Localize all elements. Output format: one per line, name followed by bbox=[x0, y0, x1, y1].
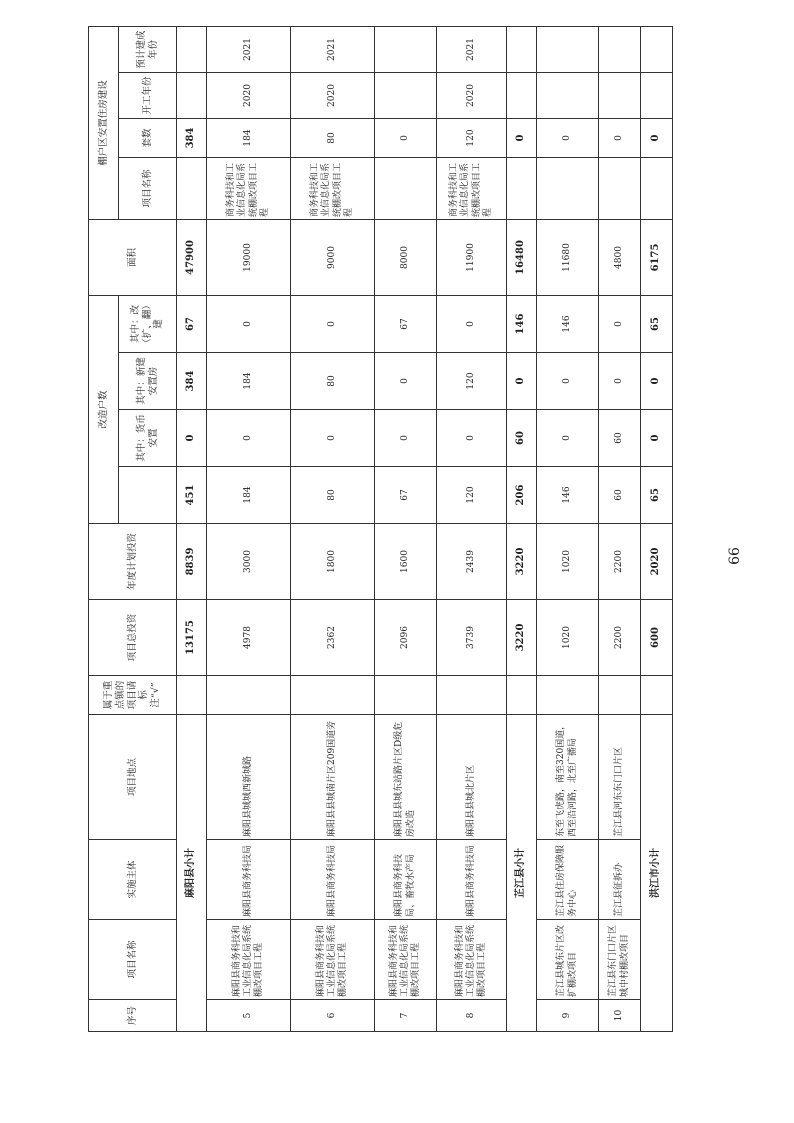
cell-units: 0 bbox=[641, 118, 673, 157]
cell-area: 4800 bbox=[599, 219, 641, 295]
cell-start bbox=[507, 72, 537, 118]
cell-units: 0 bbox=[599, 118, 641, 157]
cell-res-name bbox=[641, 157, 673, 219]
cell-project-name: 麻阳县商务科技和工业信息化局系统棚改项目工程 bbox=[207, 920, 291, 1000]
cell-annual: 3220 bbox=[507, 524, 537, 600]
cell-total: 2096 bbox=[375, 600, 437, 676]
header-res-start: 开工年份 bbox=[119, 72, 177, 118]
table-row bbox=[375, 26, 437, 1031]
header-res-finish: 预计建成年份 bbox=[119, 26, 177, 72]
cell-seq: 5 bbox=[207, 1000, 291, 1032]
cell-res-name bbox=[507, 157, 537, 219]
cell-key bbox=[291, 676, 375, 715]
cell-res-name: 商务科技和工业信息化局系统棚改项目工程 bbox=[291, 157, 375, 219]
cell-start: 2020 bbox=[291, 72, 375, 118]
cell-households: 451 bbox=[177, 467, 207, 524]
cell-annual: 1020 bbox=[537, 524, 599, 600]
cell-start bbox=[177, 72, 207, 118]
header-area: 面积 bbox=[89, 219, 177, 295]
cell-units: 0 bbox=[537, 118, 599, 157]
table-row bbox=[537, 26, 599, 1031]
cell-total: 2200 bbox=[599, 600, 641, 676]
header-annual-investment: 年度计划投资 bbox=[89, 524, 177, 600]
cell-new: 0 bbox=[375, 353, 437, 410]
table-row bbox=[291, 26, 375, 1031]
header-seq: 序号 bbox=[89, 1000, 177, 1032]
cell-new: 0 bbox=[599, 353, 641, 410]
cell-cash: 0 bbox=[437, 410, 507, 467]
cell-rebuild: 67 bbox=[375, 295, 437, 352]
table-row bbox=[437, 26, 507, 1031]
cell-seq: 6 bbox=[291, 1000, 375, 1032]
cell-new: 384 bbox=[177, 353, 207, 410]
cell-households: 120 bbox=[437, 467, 507, 524]
table-row bbox=[207, 26, 291, 1031]
cell-total: 4978 bbox=[207, 600, 291, 676]
cell-implementer: 麻阳县商务科技局 bbox=[437, 840, 507, 920]
cell-units: 0 bbox=[507, 118, 537, 157]
cell-key bbox=[507, 676, 537, 715]
cell-res-name bbox=[375, 157, 437, 219]
cell-finish: 2021 bbox=[291, 26, 375, 72]
cell-area: 19000 bbox=[207, 219, 291, 295]
cell-rebuild: 146 bbox=[537, 295, 599, 352]
header-location: 项目地点 bbox=[89, 715, 177, 840]
cell-location: 麻阳县县城南片区209国道旁 bbox=[291, 715, 375, 840]
cell-location: 麻阳县县城东站路片区D级危房改造 bbox=[375, 715, 437, 840]
cell-area: 11680 bbox=[537, 219, 599, 295]
cell-rebuild: 0 bbox=[291, 295, 375, 352]
cell-units: 0 bbox=[375, 118, 437, 157]
cell-key bbox=[641, 676, 673, 715]
header-total-investment: 项目总投资 bbox=[89, 600, 177, 676]
cell-area: 16480 bbox=[507, 219, 537, 295]
cell-start bbox=[537, 72, 599, 118]
cell-key bbox=[375, 676, 437, 715]
cell-finish bbox=[641, 26, 673, 72]
cell-new: 0 bbox=[507, 353, 537, 410]
cell-seq: 8 bbox=[437, 1000, 507, 1032]
cell-rebuild: 65 bbox=[641, 295, 673, 352]
cell-location: 芷江县河东东门口片区 bbox=[599, 715, 641, 840]
header-res-name: 项目名称 bbox=[119, 157, 177, 219]
cell-annual: 2200 bbox=[599, 524, 641, 600]
header-key-town: 属于重点镇的项目请标注“√” bbox=[89, 676, 177, 715]
cell-finish bbox=[507, 26, 537, 72]
cell-project-name: 麻阳县商务科技和工业信息化局系统棚改项目工程 bbox=[437, 920, 507, 1000]
cell-area: 8000 bbox=[375, 219, 437, 295]
cell-area: 47900 bbox=[177, 219, 207, 295]
cell-cash: 0 bbox=[177, 410, 207, 467]
cell-annual: 2439 bbox=[437, 524, 507, 600]
cell-finish bbox=[177, 26, 207, 72]
cell-finish bbox=[537, 26, 599, 72]
page-number: 66 bbox=[726, 547, 743, 565]
cell-project-name: 芷江县城东片区改扩棚改项目 bbox=[537, 920, 599, 1000]
cell-finish bbox=[375, 26, 437, 72]
cell-units: 120 bbox=[437, 118, 507, 157]
header-project-name: 项目名称 bbox=[89, 920, 177, 1000]
cell-project-name: 麻阳县商务科技和工业信息化局系统棚改项目工程 bbox=[375, 920, 437, 1000]
header-sub-rebuild: 其中：改（扩、翻）建 bbox=[119, 295, 177, 352]
cell-units: 184 bbox=[207, 118, 291, 157]
cell-implementer: 芷江县征拆办 bbox=[599, 840, 641, 920]
cell-key bbox=[599, 676, 641, 715]
cell-res-name: 商务科技和工业信息化局系统棚改项目工程 bbox=[207, 157, 291, 219]
cell-cash: 0 bbox=[641, 410, 673, 467]
cell-key bbox=[207, 676, 291, 715]
subtotal-label: 芷江县小计 bbox=[507, 715, 537, 1032]
cell-location: 东至飞虎路，南至320国道，西至沿河路，北至广播局 bbox=[537, 715, 599, 840]
cell-finish: 2021 bbox=[207, 26, 291, 72]
cell-start bbox=[599, 72, 641, 118]
cell-annual: 1600 bbox=[375, 524, 437, 600]
cell-res-name bbox=[599, 157, 641, 219]
cell-total: 3220 bbox=[507, 600, 537, 676]
cell-start: 2020 bbox=[207, 72, 291, 118]
cell-total: 600 bbox=[641, 600, 673, 676]
cell-new: 80 bbox=[291, 353, 375, 410]
subtotal-label: 麻阳县小计 bbox=[177, 715, 207, 1032]
cell-total: 2362 bbox=[291, 600, 375, 676]
cell-area: 6175 bbox=[641, 219, 673, 295]
shantytown-renovation-table bbox=[88, 26, 673, 1032]
cell-households: 206 bbox=[507, 467, 537, 524]
cell-cash: 0 bbox=[537, 410, 599, 467]
table-row bbox=[599, 26, 641, 1031]
cell-seq: 9 bbox=[537, 1000, 599, 1032]
cell-implementer: 芷江县住房保障服务中心 bbox=[537, 840, 599, 920]
header-sub-new: 其中：新建安置房 bbox=[119, 353, 177, 410]
cell-rebuild: 0 bbox=[437, 295, 507, 352]
cell-key bbox=[177, 676, 207, 715]
table-row-subtotal bbox=[507, 26, 537, 1031]
cell-households: 184 bbox=[207, 467, 291, 524]
cell-households: 80 bbox=[291, 467, 375, 524]
cell-total: 13175 bbox=[177, 600, 207, 676]
cell-cash: 0 bbox=[207, 410, 291, 467]
cell-households: 60 bbox=[599, 467, 641, 524]
header-implementer: 实施主体 bbox=[89, 840, 177, 920]
cell-finish: 2021 bbox=[437, 26, 507, 72]
cell-seq: 10 bbox=[599, 1000, 641, 1032]
cell-annual: 3000 bbox=[207, 524, 291, 600]
cell-key bbox=[537, 676, 599, 715]
cell-annual: 2020 bbox=[641, 524, 673, 600]
cell-res-name: 商务科技和工业信息化局系统棚改项目工程 bbox=[437, 157, 507, 219]
cell-new: 120 bbox=[437, 353, 507, 410]
cell-area: 11900 bbox=[437, 219, 507, 295]
header-households-total bbox=[119, 467, 177, 524]
header-resettlement: 棚户区安置住房建设 bbox=[89, 26, 119, 219]
cell-units: 384 bbox=[177, 118, 207, 157]
cell-total: 1020 bbox=[537, 600, 599, 676]
cell-implementer: 麻阳县商务科技局 bbox=[207, 840, 291, 920]
header-res-units: 套数 bbox=[119, 118, 177, 157]
cell-households: 146 bbox=[537, 467, 599, 524]
cell-res-name bbox=[177, 157, 207, 219]
table-row-subtotal bbox=[641, 26, 673, 1031]
cell-seq: 7 bbox=[375, 1000, 437, 1032]
cell-annual: 1800 bbox=[291, 524, 375, 600]
cell-cash: 60 bbox=[507, 410, 537, 467]
subtotal-label: 洪江市小计 bbox=[641, 715, 673, 1032]
cell-rebuild: 0 bbox=[207, 295, 291, 352]
cell-new: 0 bbox=[641, 353, 673, 410]
cell-implementer: 麻阳县商务科技局、畜牧水产局 bbox=[375, 840, 437, 920]
cell-key bbox=[437, 676, 507, 715]
cell-cash: 0 bbox=[375, 410, 437, 467]
cell-units: 80 bbox=[291, 118, 375, 157]
header-sub-cash: 其中：货币安置 bbox=[119, 410, 177, 467]
cell-project-name: 麻阳县商务科技和工业信息化局系统棚改项目工程 bbox=[291, 920, 375, 1000]
cell-total: 3739 bbox=[437, 600, 507, 676]
cell-finish bbox=[599, 26, 641, 72]
cell-res-name bbox=[537, 157, 599, 219]
cell-location: 麻阳县县城北片区 bbox=[437, 715, 507, 840]
cell-annual: 8839 bbox=[177, 524, 207, 600]
header-row-1 bbox=[89, 26, 119, 1031]
cell-project-name: 芷江县东门口片区城中村棚改项目 bbox=[599, 920, 641, 1000]
cell-rebuild: 0 bbox=[599, 295, 641, 352]
rotated-table-wrapper bbox=[88, 30, 688, 1032]
table-row-subtotal bbox=[177, 26, 207, 1031]
cell-implementer: 麻阳县商务科技局 bbox=[291, 840, 375, 920]
cell-start: 2020 bbox=[437, 72, 507, 118]
cell-rebuild: 146 bbox=[507, 295, 537, 352]
cell-new: 184 bbox=[207, 353, 291, 410]
cell-households: 67 bbox=[375, 467, 437, 524]
cell-cash: 0 bbox=[291, 410, 375, 467]
cell-cash: 60 bbox=[599, 410, 641, 467]
cell-location: 麻阳县城城西新城路 bbox=[207, 715, 291, 840]
cell-area: 9000 bbox=[291, 219, 375, 295]
cell-start bbox=[641, 72, 673, 118]
cell-new: 0 bbox=[537, 353, 599, 410]
cell-start bbox=[375, 72, 437, 118]
header-renovation-households: 改造户数 bbox=[89, 295, 119, 523]
cell-rebuild: 67 bbox=[177, 295, 207, 352]
cell-households: 65 bbox=[641, 467, 673, 524]
